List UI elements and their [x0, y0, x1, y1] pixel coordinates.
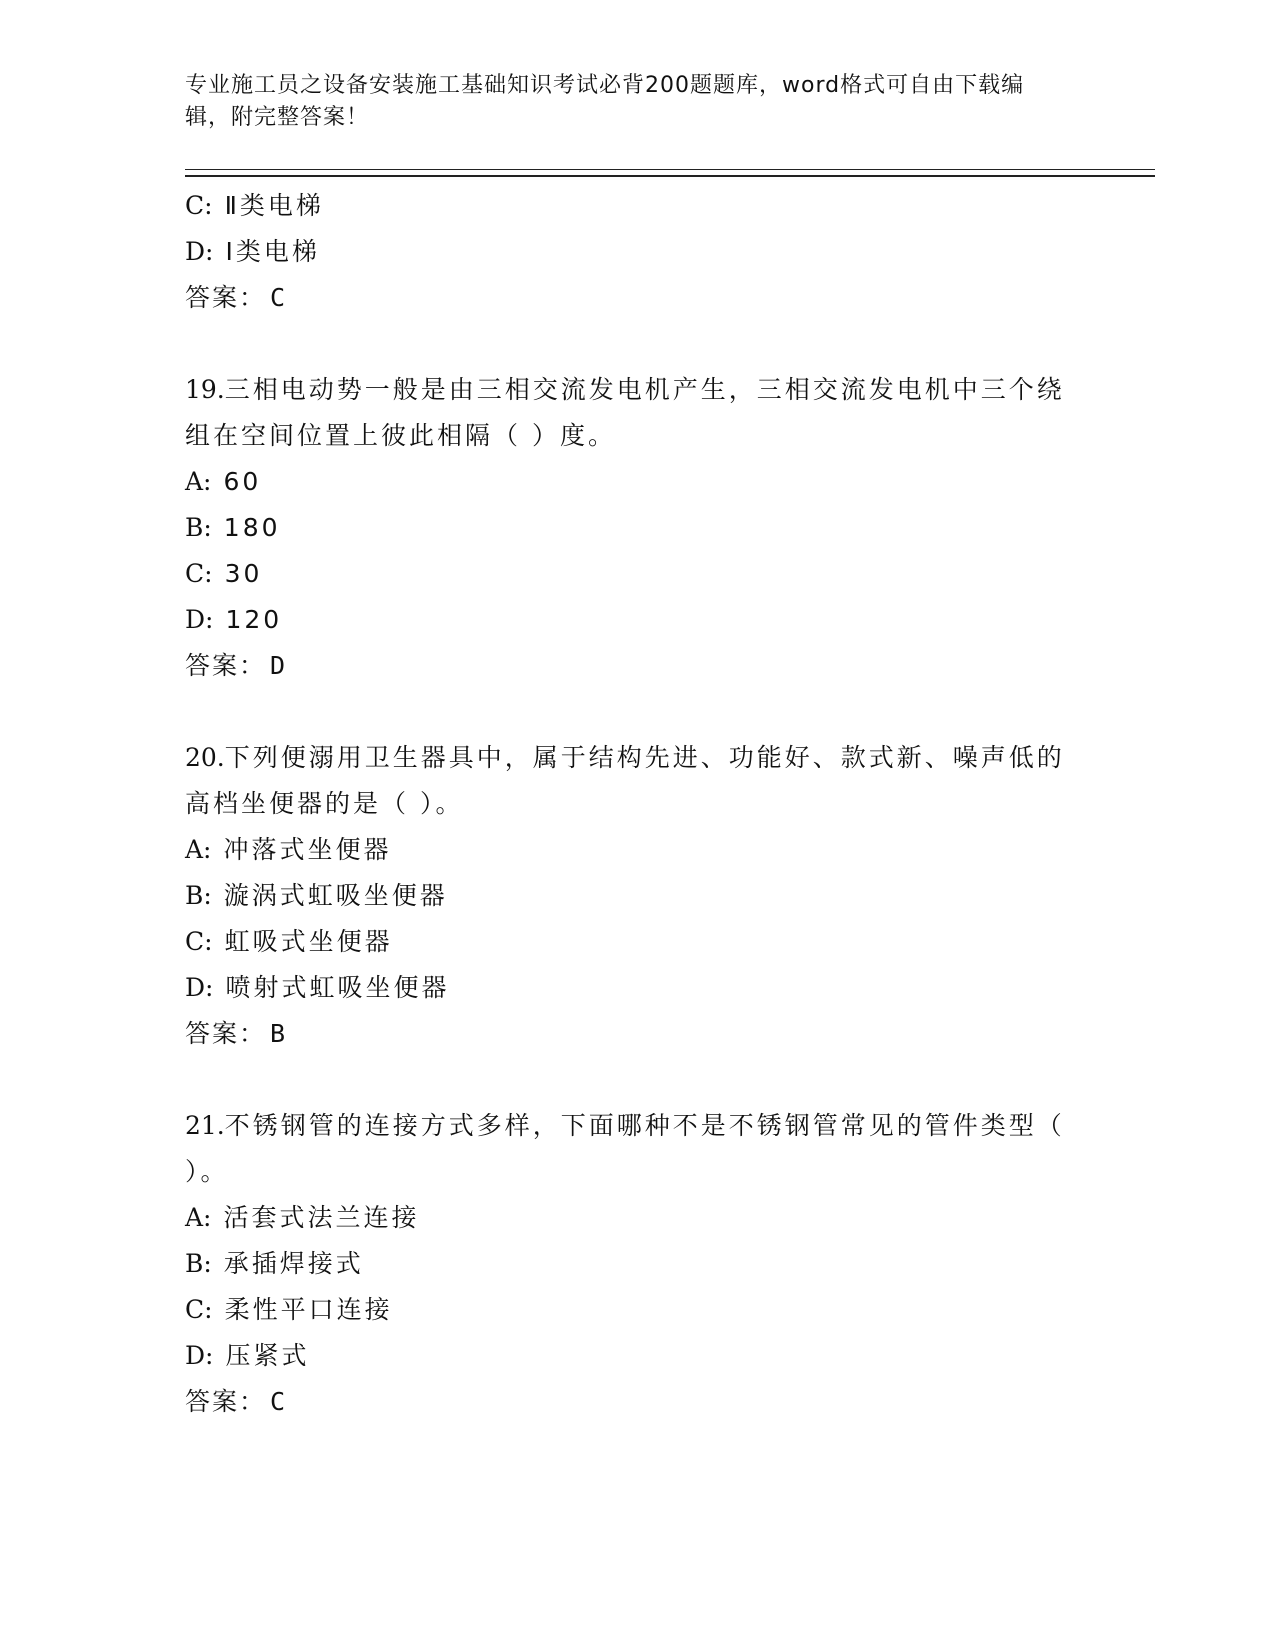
answer-label: 答案： [185, 1387, 267, 1416]
option-text: 冲落式坐便器 [223, 835, 392, 864]
option-b [185, 505, 1165, 551]
option-c [185, 551, 1165, 597]
option-text: 60 [223, 467, 262, 496]
question-text: 不锈钢管的连接方式多样，下面哪种不是不锈钢管常见的管件类型（ ）。 [185, 1111, 1065, 1186]
question-stem [185, 367, 1065, 459]
answer-value: B [270, 1019, 288, 1048]
option-b [185, 873, 1165, 919]
option-text: Ⅰ类电梯 [225, 237, 320, 266]
option-d [185, 965, 1165, 1011]
option-c [185, 1287, 1165, 1333]
option-letter: D: [185, 605, 214, 634]
option-letter: C: [185, 1295, 213, 1324]
option-d [185, 597, 1165, 643]
document-page [185, 70, 1165, 1425]
option-text: 喷射式虹吸坐便器 [225, 973, 450, 1002]
option-letter: C: [185, 559, 213, 588]
option-text: 承插焊接式 [223, 1249, 364, 1278]
continued-question [185, 183, 1165, 321]
option-text: 漩涡式虹吸坐便器 [223, 881, 448, 910]
option-letter: C: [185, 191, 213, 220]
option-c [185, 183, 1165, 229]
answer-line [185, 275, 1165, 321]
option-letter: A: [185, 1203, 212, 1232]
option-text: 活套式法兰连接 [223, 1203, 420, 1232]
answer-label: 答案： [185, 1019, 267, 1048]
option-c [185, 919, 1165, 965]
question-20 [185, 735, 1165, 1057]
answer-value: C [270, 1387, 288, 1416]
option-text: 120 [225, 605, 283, 634]
option-text: 30 [224, 559, 263, 588]
option-a [185, 827, 1165, 873]
question-text: 三相电动势一般是由三相交流发电机产生，三相交流发电机中三个绕组在空间位置上彼此相隔（ ）度。 [185, 375, 1065, 450]
option-letter: A: [185, 467, 212, 496]
question-21 [185, 1103, 1165, 1425]
answer-line [185, 1011, 1165, 1057]
answer-label: 答案： [185, 651, 267, 680]
option-text: Ⅱ类电梯 [224, 191, 324, 220]
answer-value: C [270, 283, 288, 312]
document-header: 专业施工员之设备安装施工基础知识考试必背200题题库，word格式可自由下载编辑，附完整答案！ [185, 73, 1025, 130]
option-letter: B: [185, 881, 212, 910]
option-letter: D: [185, 973, 214, 1002]
question-number: 19. [185, 375, 225, 404]
option-letter: D: [185, 237, 214, 266]
option-text: 虹吸式坐便器 [224, 927, 393, 956]
question-19 [185, 367, 1165, 689]
option-a [185, 459, 1165, 505]
option-letter: B: [185, 1249, 212, 1278]
question-number: 20. [185, 743, 225, 772]
answer-line [185, 1379, 1165, 1425]
option-d [185, 1333, 1165, 1379]
option-b [185, 1241, 1165, 1287]
option-letter: D: [185, 1341, 214, 1370]
question-stem [185, 1103, 1065, 1195]
option-text: 柔性平口连接 [224, 1295, 393, 1324]
answer-line [185, 643, 1165, 689]
question-number: 21. [185, 1111, 225, 1140]
option-d [185, 229, 1165, 275]
header-divider [185, 169, 1155, 177]
answer-label: 答案： [185, 283, 267, 312]
question-stem [185, 735, 1065, 827]
question-text: 下列便溺用卫生器具中，属于结构先进、功能好、款式新、噪声低的高档坐便器的是（ ）。 [185, 743, 1065, 818]
option-text: 压紧式 [225, 1341, 310, 1370]
option-text: 180 [223, 513, 281, 542]
option-a [185, 1195, 1165, 1241]
option-letter: C: [185, 927, 213, 956]
answer-value: D [270, 651, 288, 680]
option-letter: B: [185, 513, 212, 542]
option-letter: A: [185, 835, 212, 864]
